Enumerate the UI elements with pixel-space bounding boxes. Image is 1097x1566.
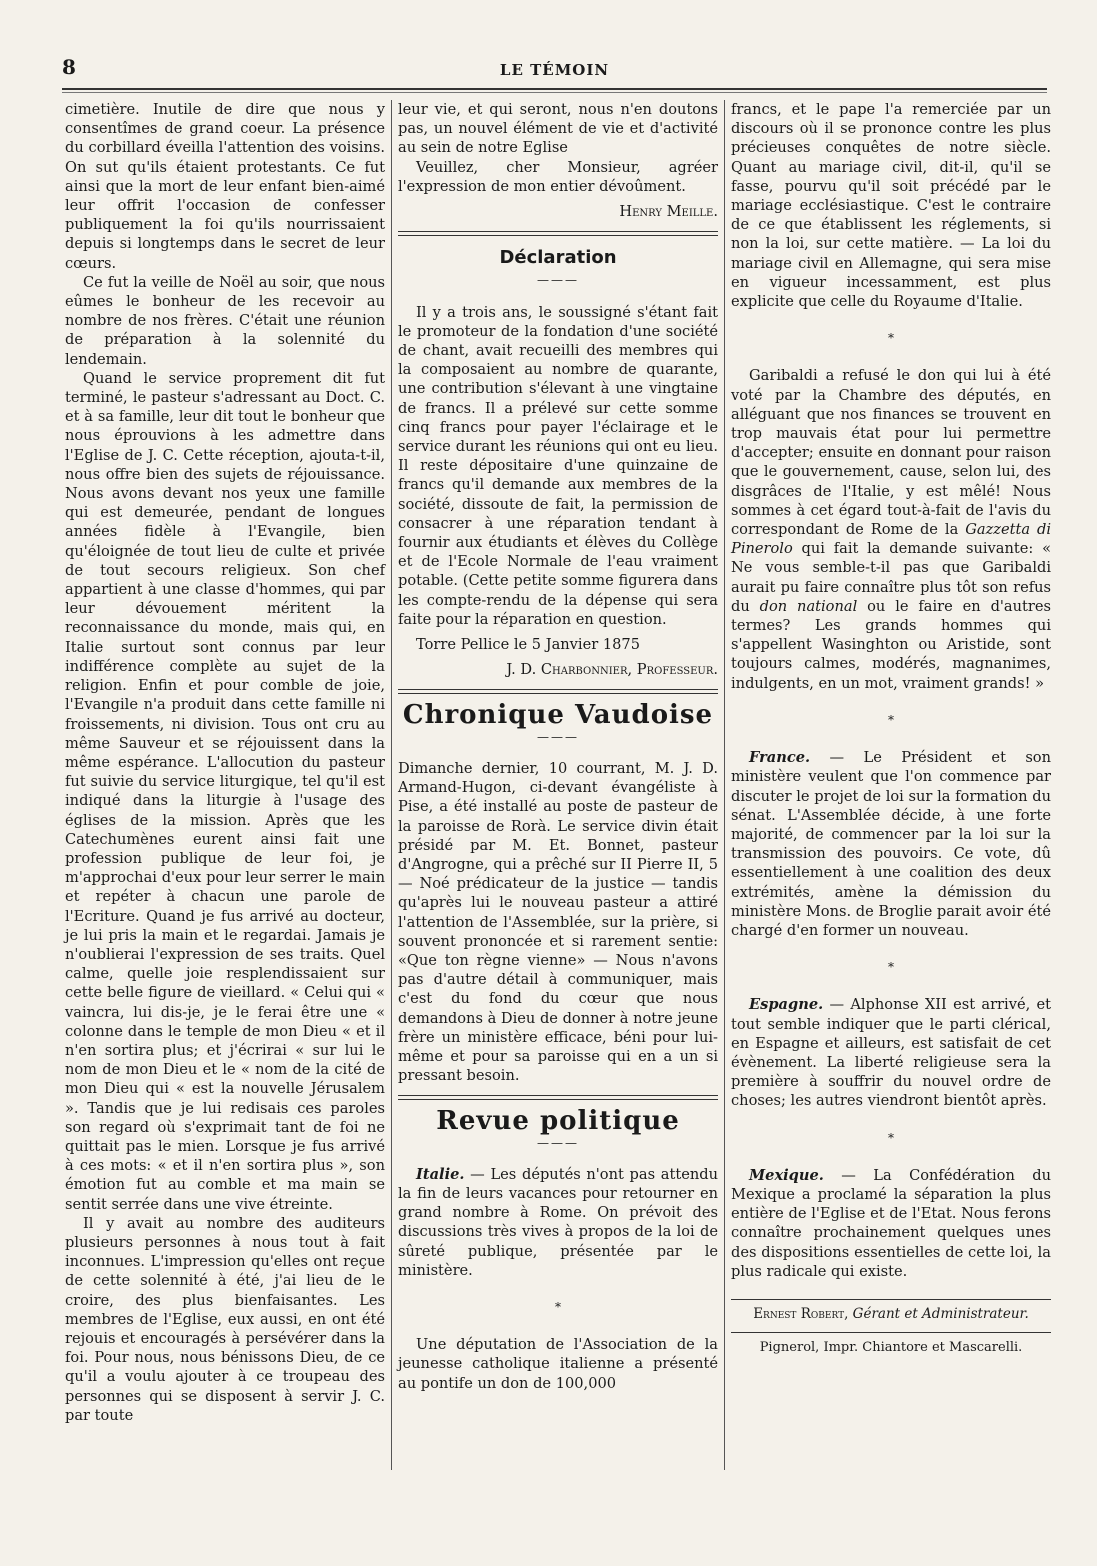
column-right (731, 100, 1051, 1357)
deputation-paragraph: Une députation de l'Association de la jeunesse catholique italienne a présenté au pontife un don de 100,000 (398, 1336, 718, 1392)
page-number: 8 (62, 55, 76, 79)
pope-paragraph: francs, et le pape l'a remerciée par un discours où il se prononce contre les plus précieuses conquêtes de notre siècle. Quant au mariage civil, dit-il, qu'il se fasse, pourvu qu'il soit précédé par le mariage ecclésiastique. C'est le contraire de ce que établissent les réglements, si non la loi, sur cette matière. — La loi du mariage civil en Allemagne, qui sera mise en vigueur incessamment, est plus explicite que celle du Royaume d'Italie. (731, 101, 1051, 311)
newspaper-name: Gazzetta di Pinerolo (731, 521, 1052, 558)
article-paragraph: Quand le service proprement dit fut terminé, le pasteur s'adressant au Doct. C. et à sa famille, leur dit tout le bonheur que nous éprouvions à les admettre dans l'Eglise de J. C. Cette réception, ajouta-t-il, nous offre bien des sujets de réjouissance. Nous avons devant nos yeux une famille qui est demeurée, pendant de longues années fidèle à l'Evangile, bien qu'éloignée de tout lieu de culte et privée de tout secours religieux. Son chef appartient à une classe d'hommes, qui par leur dévouement méritent la reconnaissance du monde, mais qui, en Italie surtout sont connus par leur indifférence complète au sujet de la religion. Enfin et pour comble de joie, l'Evangile n'a produit dans cette famille ni froissements, ni division. Tous ont cru au même Sauveur et se réjouissent dans la même espérance. L'allocution du pasteur fut suivie du service liturgique, tel qu'il est indiqué dans la liturgie à l'usage des églises de la mission. Après que les Catechumènes eurent ainsi fait une profession publique de leur foi, je m'approchai d'eux pour leur serrer le main et repéter à chacun une parole de l'Ecriture. Quand je fus arrivé au docteur, je lui pris la main et le regardai. Jamais je n'oublierai l'expression de ses traits. Quel calme, quelle joie resplendissaient sur cette belle figure de vieillard. « Celui qui « vaincra, lui dis-je, je le ferai être une « colonne dans le temple de mon Dieu « et il n'en sortira plus; et j'écrirai « sur lui le nom de mon Dieu et le « nom de la cité de mon Dieu qui « est la nouvelle Jérusalem ». Tandis que je lui redisais ces paroles son regard où s'exprimait tant de foi ne quittait pas le mien. Lorsque je fus arrivé à ces mots: « et il n'en sortira plus », son émotion fut au comble et ma main se sentit serrée dans une vive étreinte. (65, 369, 385, 1213)
article-paragraph: Il y avait au nombre des auditeurs plusieurs personnes à nous tout à fait inconnues. L'impression qu'elles ont reçue de cette solennité à été, j'ai lieu de le croire, des plus bienfaisantes. Les membres de l'Eglise, eux aussi, en ont été rejouis et encouragés à persévérer dans la foi. Pour nous, nous bénissons Dieu, de ce qu'il a voulu ajouter à ce troupeau des personnes qui se disposent à servir J. C. par toute (65, 1214, 385, 1424)
title-dash: ——— (537, 273, 579, 288)
country-label: Italie. (416, 1165, 465, 1183)
letter-closing: Veuillez, cher Monsieur, agréer l'expression de mon entier dévoûment. (398, 158, 718, 195)
column-left (65, 100, 385, 1425)
mexique-paragraph (731, 1166, 1051, 1281)
italie-paragraph (398, 1165, 718, 1280)
running-title: LE TÉMOIN (499, 61, 610, 79)
declaration-signature: J. D. Charbonnier, Professeur. (506, 661, 718, 679)
editor-name: Ernest Robert, (753, 1305, 849, 1322)
garibaldi-text: ou le faire en d'autres termes? Les grands hommes qui s'appellent Wasinghton ou Aristide, sont toujours calmes, modérés, magnanimes, indulgents, en un mot, vraiment grands! » (731, 597, 1051, 692)
article-paragraph: Ce fut la veille de Noël au soir, que nous eûmes le bonheur de les recevoir au nombre de nos frères. C'était une réunion de préparation à la solennité du lendemain. (65, 273, 385, 368)
header-rule (62, 88, 1047, 93)
chronique-body: Dimanche dernier, 10 courrant, M. J. D. Armand-Hugon, ci-devant évangéliste à Pise, a été installé au poste de pasteur de la paroisse de Rorà. Le service divin était présidé par M. Et. Bonnet, pasteur d'Angrogne, qui a prêché sur II Pierre II, 5 — Noé prédicateur de la justice — tandis qu'après lui le nouveau pasteur a attiré l'attention de l'Assemblée, sur la prière, si souvent prononcée et si rarement sentie: «Que ton règne vienne» — Nous n'avons pas d'autre détail à communiquer, mais c'est du fond du cœur que nous demandons à Dieu de donner à notre jeune frère un ministère efficace, béni pour lui-même et pour sa paroisse qui en a un si pressant besoin. (398, 759, 718, 1085)
editor-line (731, 1299, 1051, 1324)
title-dash: ——— (537, 729, 579, 744)
section-rule (398, 689, 718, 694)
section-rule (398, 1095, 718, 1100)
espagne-body: — Alphonse XII est arrivé, et tout semble indiquer que le parti clérical, en Espagne et ailleurs, est satisfait de cet évènement. La liberté religieuse sera la première à souffrir du nouvel ordre de choses; les autres viendront bientôt après. (731, 996, 1051, 1110)
column-divider (724, 100, 725, 1470)
declaration-body: Il y a trois ans, le soussigné s'étant fait le promoteur de la fondation d'une société de chant, avait recueilli des membres qui la composaient au nombre de quarante, une contribution s'élevant à une vingtaine de francs. Il a prélevé sur cette somme cinq francs pour payer l'éclairage et le service durant les réunions qui ont eu lieu. Il reste dépositaire d'une quinzaine de francs qu'il demande aux membres de la société, dissoute de fait, la permission de consacrer à une réparation tendant à fournir aux étudiants et élèves du Collège et de l'Ecole Normale de l'eau vraiment potable. (Cette petite somme figurera dans les compte-rendu de la dépense qui sera faite pour la réparation en question. (398, 303, 718, 628)
country-label: Espagne. (749, 996, 824, 1014)
page-header (62, 55, 1047, 85)
declaration-title: Déclaration (499, 247, 617, 269)
separator-star: * (888, 331, 894, 346)
printer-line: Pignerol, Impr. Chiantore et Mascarelli. (731, 1332, 1051, 1357)
section-rule (398, 231, 718, 236)
garibaldi-text: Garibaldi a refusé le don qui lui à été voté par la Chambre des députés, en alléguant que nos finances se trouvent en trop mauvais état pour lui permettre d'accepter; ensuite en donnant pour raison que le gouvernement, cause, selon lui, des disgrâces de l'Italie, y est mêlé! Nous sommes à cet égard tout-à-fait de l'avis du correspondant de Rome de la (731, 367, 1051, 539)
title-dash: ——— (537, 1135, 579, 1150)
chronique-title: Chronique Vaudoise (402, 700, 714, 731)
imprint-block (731, 1299, 1051, 1357)
espagne-paragraph (731, 995, 1051, 1110)
mexique-body: — La Confédération du Mexique a proclamé la séparation la plus entière de l'Eglise et de l'Etat. Nous ferons connaître prochainement quelques unes des dispositions essentielles de cette loi, la plus radicale qui existe. (731, 1166, 1051, 1280)
column-middle (398, 100, 718, 1393)
editor-role: Gérant et Administrateur. (848, 1305, 1029, 1322)
separator-star: * (555, 1299, 561, 1314)
garibaldi-paragraph (731, 366, 1051, 692)
france-body: — Le Président et son ministère veulent que l'on commence par discuter le projet de loi sur la formation du sénat. L'Assemblée décide, à une forte majorité, de commencer par la loi sur la transmission des pouvoirs. Ce vote, dû essentiellement à une coalition des deux extrémités, amène la démission du ministère Mons. de Broglie parait avoir été chargé d'en former un nouveau. (731, 749, 1051, 939)
letter-signature: Henry Meille. (619, 203, 718, 221)
column-divider (391, 100, 392, 1470)
separator-star: * (888, 960, 894, 975)
revue-title: Revue politique (436, 1106, 680, 1137)
don-national: don national (759, 597, 858, 615)
letter-continuation: leur vie, et qui seront, nous n'en doutons pas, un nouvel élément de vie et d'activité au sein de notre Eglise (398, 101, 718, 157)
garibaldi-text: qui fait la demande suivante: « Ne vous semble-t-il pas que Garibaldi aurait pu faire connaître plus tôt son refus du (731, 540, 1051, 615)
country-label: France. (749, 749, 811, 767)
article-paragraph: cimetière. Inutile de dire que nous y consentîmes de grand coeur. La présence du corbillard éveilla l'attention des voisins. On sut qu'ils étaient protestants. Ce fut ainsi que la mort de leur enfant bien-aimé leur offrit l'occasion de confesser publiquement la foi qu'ils nourrissaient depuis si longtemps dans le secret de leur cœurs. (65, 101, 385, 272)
italie-body: — Les députés n'ont pas attendu la fin de leurs vacances pour retourner en grand nombre à Rome. On prévoit des discussions très vives à propos de la loi de sûreté publique, présentée par le ministère. (398, 1165, 718, 1279)
france-paragraph (731, 748, 1051, 940)
separator-star: * (888, 712, 894, 727)
declaration-dateline: Torre Pellice le 5 Janvier 1875 (416, 636, 640, 654)
country-label: Mexique. (749, 1166, 824, 1184)
separator-star: * (888, 1130, 894, 1145)
